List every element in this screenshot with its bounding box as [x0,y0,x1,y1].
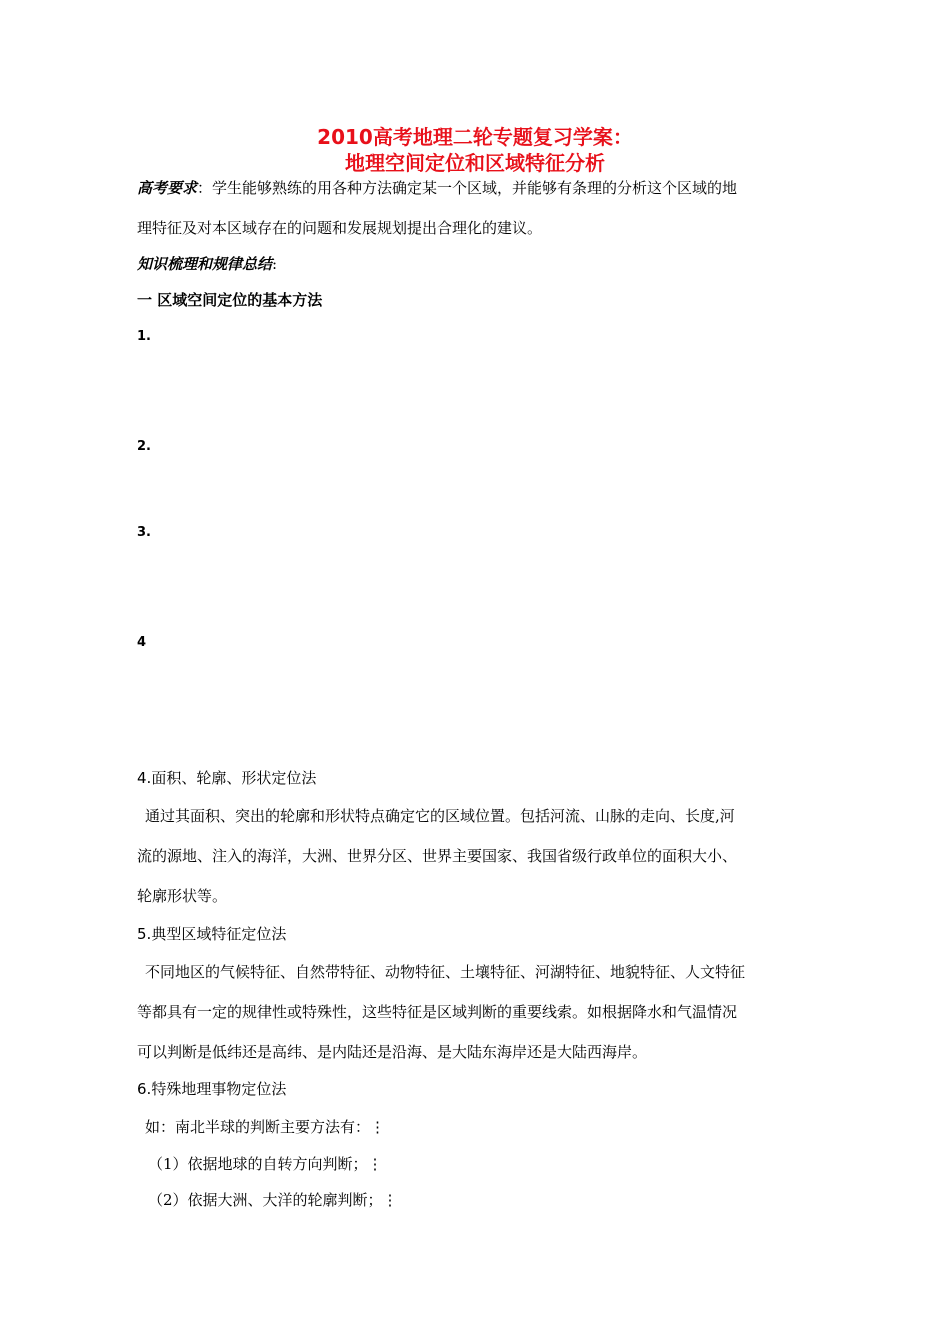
knowledge-heading [137,254,817,274]
heading-4 [137,768,817,788]
requirement-paragraph-line1 [137,178,817,198]
paragraph-4-line1: 通过其面积、突出的轮廓和形状特点确定它的区域位置。包括河流、山脉的走向、长度,河 [145,807,735,825]
heading-5-text: 典型区域特征定位法 [151,925,287,943]
document-title-line2: 地理空间定位和区域特征分析 [345,151,605,175]
knowledge-label: 知识梳理和规律总结 [137,255,273,273]
paragraph-5-line1: 不同地区的气候特征、自然带特征、动物特征、土壤特征、河湖特征、地貌特征、人文特征 [145,963,746,981]
requirement-colon: ： [197,179,213,197]
section-heading-1: 一 区域空间定位的基本方法 [137,291,323,309]
heading-5-number: 5. [137,925,152,943]
list-item-4: 4 [137,635,147,650]
paragraph-5-line3: 可以判断是低纬还是高纬、是内陆还是沿海、是大陆东海岸还是大陆西海岸。 [137,1043,648,1061]
requirement-text-line1: 学生能够熟练的用各种方法确定某一个区域，并能够有条理的分析这个区域的地 [212,179,738,197]
document-title-line1: 2010高考地理二轮专题复习学案： [317,125,633,149]
heading-6-text: 特殊地理事物定位法 [151,1080,287,1098]
requirement-text-line2: 理特征及对本区域存在的问题和发展规划提出合理化的建议。 [137,219,543,237]
paragraph-4-line2: 流的源地、注入的海洋，大洲、世界分区、世界主要国家、我国省级行政单位的面积大小、 [137,847,738,865]
paragraph-6-line2: （1）依据地球的自转方向判断；⋮ [148,1155,383,1173]
heading-6 [137,1079,817,1099]
list-item-1: 1. [137,329,151,344]
heading-5 [137,924,817,944]
paragraph-6-line3: （2）依据大洲、大洋的轮廓判断；⋮ [148,1191,398,1209]
heading-4-text: 面积、轮廓、形状定位法 [151,769,317,787]
heading-4-number: 4. [137,769,152,787]
list-item-3: 3. [137,525,151,540]
knowledge-colon: : [272,255,278,273]
requirement-label: 高考要求 [137,179,198,197]
paragraph-5-line2: 等都具有一定的规律性或特殊性，这些特征是区域判断的重要线索。如根据降水和气温情况 [137,1003,738,1021]
paragraph-6-line1: 如：南北半球的判断主要方法有：⋮ [145,1118,386,1136]
list-item-2: 2. [137,439,151,454]
paragraph-4-line3: 轮廓形状等。 [137,887,228,905]
heading-6-number: 6. [137,1080,152,1098]
